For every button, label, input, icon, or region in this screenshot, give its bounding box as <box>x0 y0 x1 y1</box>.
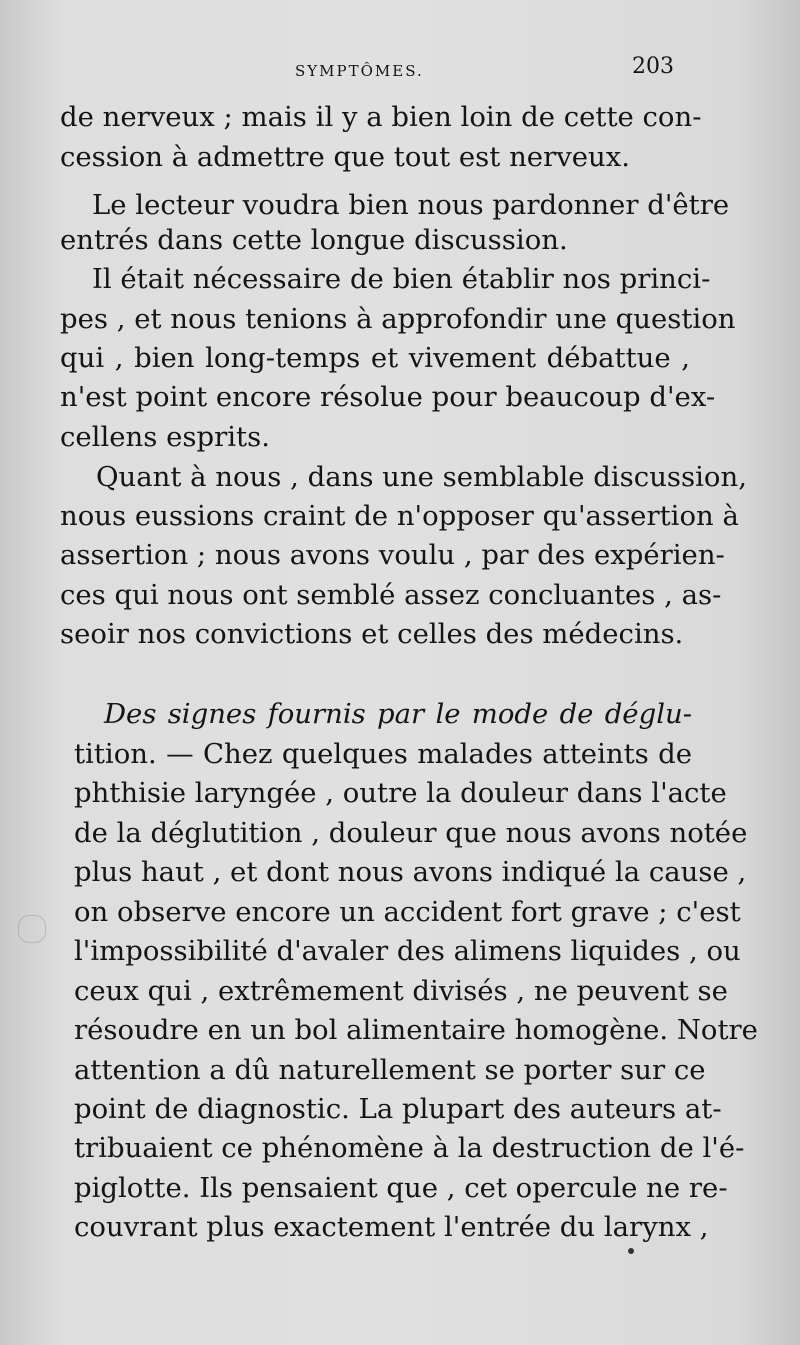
section-title: Des signes fournis par le mode de déglu- <box>104 698 692 730</box>
text-line: tition. — Chez quelques malades atteints de <box>74 738 692 770</box>
ink-spot <box>628 1248 634 1254</box>
text-line: pes , et nous tenions à approfondir une question <box>60 303 736 335</box>
text-line: ces qui nous ont semblé assez concluantes , as- <box>60 579 722 611</box>
text-line: Quant à nous , dans une semblable discussion, <box>96 461 747 493</box>
text-line: piglotte. Ils pensaient que , cet opercule ne re- <box>74 1172 728 1204</box>
text-line: phthisie laryngée , outre la douleur dans l'acte <box>74 777 727 809</box>
text-line: point de diagnostic. La plupart des auteurs at- <box>74 1093 722 1125</box>
text-line: couvrant plus exactement l'entrée du larynx , <box>74 1211 709 1243</box>
text-line: cellens esprits. <box>60 421 270 453</box>
text-line: plus haut , et dont nous avons indiqué la cause , <box>74 856 747 888</box>
text-line: ceux qui , extrêmement divisés , ne peuvent se <box>74 975 728 1007</box>
page-number: 203 <box>632 54 674 79</box>
paper-stain <box>18 915 46 943</box>
text-line: tribuaient ce phénomène à la destruction de l'é- <box>74 1132 745 1164</box>
text-line: seoir nos convictions et celles des médecins. <box>60 618 684 650</box>
text-line: Il était nécessaire de bien établir nos princi- <box>92 263 711 295</box>
text-line: assertion ; nous avons voulu , par des expérien- <box>60 539 725 571</box>
text-line: qui , bien long-temps et vivement débattue , <box>60 342 690 374</box>
text-line: nous eussions craint de n'opposer qu'assertion à <box>60 500 739 532</box>
text-line: résoudre en un bol alimentaire homogène. Notre <box>74 1014 758 1046</box>
running-head: SYMPTÔMES. <box>295 62 424 80</box>
text-line: Le lecteur voudra bien nous pardonner d'être <box>92 189 730 221</box>
text-line: entrés dans cette longue discussion. <box>60 224 568 256</box>
text-line: l'impossibilité d'avaler des alimens liquides , ou <box>74 935 741 967</box>
text-line: de la déglutition , douleur que nous avons notée <box>74 817 748 849</box>
text-line: on observe encore un accident fort grave ; c'est <box>74 896 741 928</box>
text-line: de nerveux ; mais il y a bien loin de cette con- <box>60 101 702 133</box>
text-line: cession à admettre que tout est nerveux. <box>60 141 630 173</box>
text-line: n'est point encore résolue pour beaucoup d'ex- <box>60 381 716 413</box>
text-line: attention a dû naturellement se porter sur ce <box>74 1054 706 1086</box>
